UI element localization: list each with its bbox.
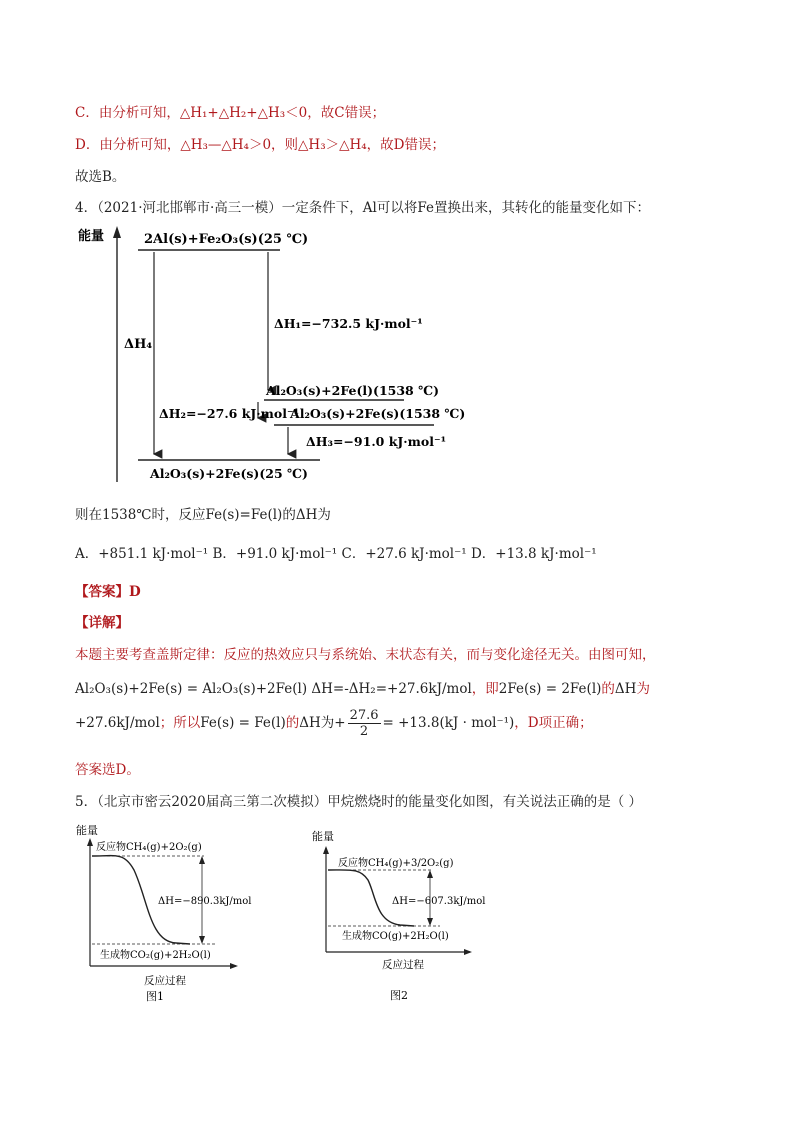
answer-label: 【答案】D (75, 584, 141, 600)
explanation-line-3: +27.6kJ/mol；所以Fe(s) = Fe(l)的ΔH为+ $\frac{27.6}{2}$ = +13.8(kJ · mol⁻¹)，D项正确； (75, 708, 593, 739)
fig1-dh: ΔH=−890.3kJ/mol (158, 896, 252, 907)
question-4-options: A．+851.1 kJ·mol⁻¹ B．+91.0 kJ·mol⁻¹ C．+27.6 kJ·mol⁻¹ D．+13.8 kJ·mol⁻¹ (75, 546, 597, 562)
energy-axis-label: 能量 (78, 229, 105, 244)
fig1-x-label: 反应过程 (144, 975, 186, 987)
final-answer: 答案选D。 (75, 762, 140, 778)
axis-arrow-icon (464, 949, 472, 955)
option-c-analysis: C．由分析可知，△H₁+△H₂+△H₃＜0，故C错误； (75, 105, 386, 121)
figure-1-energy-curve (76, 820, 256, 1010)
fig1-caption: 图1 (146, 990, 164, 1003)
dh3-label: ΔH₃=−91.0 kJ·mol⁻¹ (306, 434, 447, 449)
level-top-label: 2Al(s)+Fe₂O₃(s)(25 ℃) (144, 232, 309, 247)
detail-label: 【详解】 (75, 615, 129, 631)
axis-arrow-icon (230, 963, 238, 969)
level-mid2-label: Al₂O₃(s)+2Fe(s)(1538 ℃) (290, 406, 466, 421)
explanation-line-2: Al₂O₃(s)+2Fe(s) = Al₂O₃(s)+2Fe(l) ΔH=-ΔH₂=+27.6kJ/mol，即2Fe(s) = 2Fe(l)的ΔH为 (75, 681, 650, 697)
equation-2: 2Fe(s) = 2Fe(l) (498, 681, 602, 697)
equation-3: Fe(s) = Fe(l) (200, 715, 286, 731)
option-d-analysis: D．由分析可知，△H₃—△H₄＞0，则△H₃＞△H₄，故D错误； (75, 137, 446, 153)
fig2-dh: ΔH=−607.3kJ/mol (392, 896, 486, 907)
fig2-x-label: 反应过程 (382, 959, 424, 971)
level-mid1-label: Al₂O₃(s)+2Fe(l)(1538 ℃) (266, 383, 439, 398)
fig1-y-label-1: 能量 (76, 824, 98, 837)
question-4-prompt: 则在1538℃时，反应Fe(s)=Fe(l)的ΔH为 (75, 507, 331, 523)
question-4: 4．（2021·河北邯郸市·高三一模）一定条件下，Al可以将Fe置换出来，其转化的能量变化如下： (75, 200, 650, 216)
fraction: $\frac{27.6}{2}$ (349, 708, 379, 739)
fig2-caption: 图2 (390, 989, 408, 1002)
fig2-reactant: 反应物CH₄(g)+3/2O₂(g) (338, 858, 454, 869)
fig1-product: 生成物CO₂(g)+2H₂O(l) (100, 950, 211, 961)
question-5: 5．（北京市密云2020届高三第二次模拟）甲烷燃烧时的能量变化如图，有关说法正确的是（ ） (75, 794, 642, 810)
dh1-label: ΔH₁=−732.5 kJ·mol⁻¹ (274, 316, 423, 331)
axis-arrow-icon (323, 846, 329, 854)
axis-arrow-icon (113, 226, 121, 238)
equation-1: Al₂O₃(s)+2Fe(s) = Al₂O₃(s)+2Fe(l) ΔH=-ΔH₂=+27.6kJ/mol (75, 681, 472, 697)
answer-choice-b: 故选B。 (75, 169, 126, 185)
figure-2-energy-curve (310, 826, 490, 1012)
fig2-product: 生成物CO(g)+2H₂O(l) (342, 931, 449, 942)
fig1-reactant: 反应物CH₄(g)+2O₂(g) (96, 842, 202, 853)
explanation-line-1: 本题主要考查盖斯定律：反应的热效应只与系统始、末状态有关，而与变化途径无关。由图可知， (75, 647, 656, 663)
dh4-label: ΔH₄ (124, 337, 153, 352)
energy-level-diagram-q4 (74, 222, 466, 490)
level-bottom-label: Al₂O₃(s)+2Fe(s)(25 ℃) (150, 466, 308, 481)
axis-arrow-icon (87, 838, 93, 846)
dh2-label: ΔH₂=−27.6 kJ·mol⁻¹ (159, 406, 300, 421)
fig2-y-label: 能量 (312, 830, 334, 843)
